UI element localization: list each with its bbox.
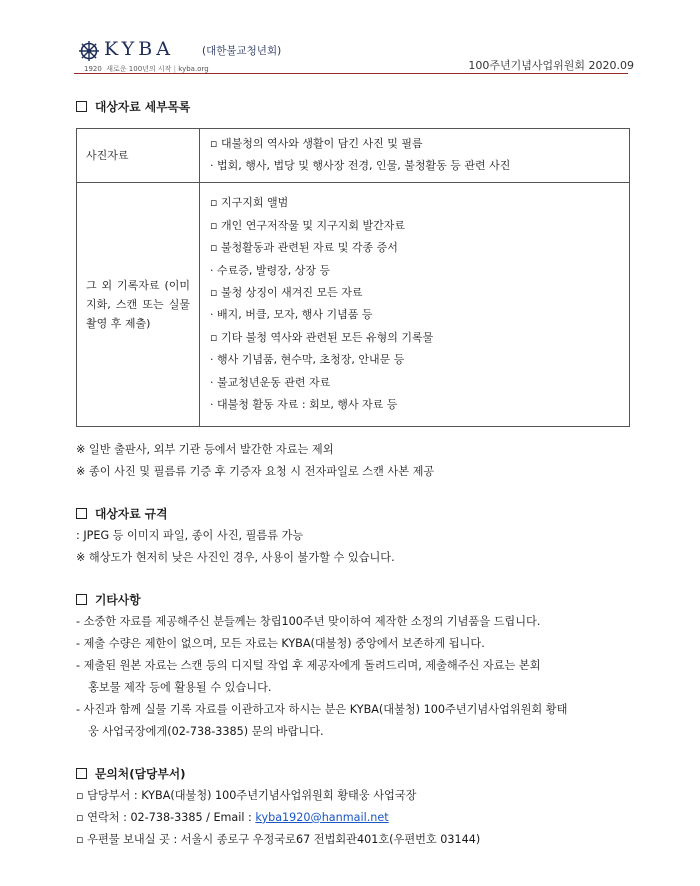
spec-line: : JPEG 등 이미지 파일, 종이 사진, 필름류 가능 bbox=[76, 528, 304, 542]
table-row bbox=[77, 182, 630, 426]
misc-line: - 제출된 원본 자료는 스캔 등의 디지털 작업 후 제공자에게 돌려드리며, 제출해주신 자료는 본회 bbox=[76, 658, 541, 672]
misc-line: - 사진과 함께 실물 기록 자료를 이관하고자 하시는 분은 KYBA(대불청) 100주년기념사업위원회 황태 bbox=[76, 702, 568, 716]
section-title-misc: 기타사항 bbox=[76, 589, 628, 611]
document-body bbox=[76, 96, 628, 851]
list-item: · 수료증, 발령장, 상장 등 bbox=[210, 263, 331, 277]
list-item: ▫ 불청 상징이 새겨진 모든 자료 bbox=[210, 285, 363, 299]
logo-url: kyba.org bbox=[178, 65, 209, 73]
category-cell: 그 외 기록자료 (이미지화, 스캔 또는 실물 촬영 후 제출) bbox=[77, 182, 200, 426]
checkbox-square-icon bbox=[76, 508, 87, 519]
logo-year: 1920 bbox=[84, 65, 102, 73]
checkbox-square-icon bbox=[76, 594, 87, 605]
list-item: ▫ 대불청의 역사와 생활이 담긴 사진 및 필름 bbox=[210, 137, 423, 150]
misc-line: 홍보물 제작 등에 활용될 수 있습니다. bbox=[88, 680, 272, 694]
table-row bbox=[77, 129, 630, 183]
section-title-items: 대상자료 세부목록 bbox=[76, 96, 628, 118]
list-item: · 불교청년운동 관련 자료 bbox=[210, 375, 331, 389]
list-item: · 행사 기념품, 현수막, 초청장, 안내문 등 bbox=[210, 353, 405, 367]
checkbox-square-icon bbox=[76, 768, 87, 779]
contact-dept: ▫ 담당부서 : KYBA(대불청) 100주년기념사업위원회 황태웅 사업국장 bbox=[76, 788, 417, 802]
list-item: · 배지, 버클, 모자, 행사 기념품 등 bbox=[210, 308, 373, 322]
list-item: ▫ 불청활동과 관련된 자료 및 각종 증서 bbox=[210, 241, 398, 255]
logo-subtitle: (대한불교청년회) bbox=[202, 45, 282, 57]
items-cell bbox=[200, 182, 630, 426]
logo-slogan: 새로운 100년의 시작 bbox=[106, 65, 172, 73]
misc-line: 웅 사업국장에게(02-738-3385) 문의 바랍니다. bbox=[88, 724, 324, 738]
section-title-contact: 문의처(담당부서) bbox=[76, 763, 628, 785]
category-cell: 사진자료 bbox=[77, 129, 200, 183]
contact-address: ▫ 우편물 보내실 곳 : 서울시 종로구 우정국로67 전법회관401호(우편번호 03144) bbox=[76, 832, 481, 846]
misc-line: - 제출 수량은 제한이 없으며, 모든 자료는 KYBA(대불청) 중앙에서 보존하게 됩니다. bbox=[76, 636, 485, 650]
logo-wordmark: KYBA bbox=[104, 38, 174, 60]
section-title-spec: 대상자료 규격 bbox=[76, 503, 628, 525]
logo-tagline: 1920 새로운 100년의 시작 | kyba.org bbox=[84, 65, 209, 73]
items-table bbox=[76, 128, 630, 427]
checkbox-square-icon bbox=[76, 101, 87, 112]
list-item: · 법회, 행사, 법당 및 행사장 전경, 인물, 불청활동 등 관련 사진 bbox=[210, 159, 511, 173]
spec-line: ※ 해상도가 현저히 낮은 사진인 경우, 사용이 불가할 수 있습니다. bbox=[76, 550, 395, 564]
note-line: ※ 종이 사진 및 필름류 기증 후 기증자 요청 시 전자파일로 스캔 사본 제공 bbox=[76, 464, 435, 478]
page-header bbox=[0, 0, 700, 80]
note-line: ※ 일반 출판사, 외부 기관 등에서 발간한 자료는 제외 bbox=[76, 442, 334, 456]
items-cell bbox=[200, 129, 630, 183]
committee-date: 100주년기념사업위원회 2020.09 bbox=[468, 59, 634, 72]
email-link[interactable]: kyba1920@hanmail.net bbox=[255, 810, 389, 824]
list-item: · 대불청 활동 자료 : 회보, 행사 자료 등 bbox=[210, 397, 398, 411]
header-divider bbox=[74, 73, 628, 74]
misc-line: - 소중한 자료를 제공해주신 분들께는 창립100주년 맞이하여 제작한 소정의 기념품을 드립니다. bbox=[76, 614, 541, 628]
list-item: ▫ 개인 연구저작물 및 지구지회 발간자료 bbox=[210, 218, 405, 232]
list-item: ▫ 기타 불청 역사와 관련된 모든 유형의 기록물 bbox=[210, 330, 434, 344]
list-item: ▫ 지구지회 앨범 bbox=[210, 196, 289, 210]
contact-phone-email: ▫ 연락처 : 02-738-3385 / Email : kyba1920@hanmail.net bbox=[76, 810, 389, 824]
dharma-wheel-icon bbox=[78, 40, 100, 62]
